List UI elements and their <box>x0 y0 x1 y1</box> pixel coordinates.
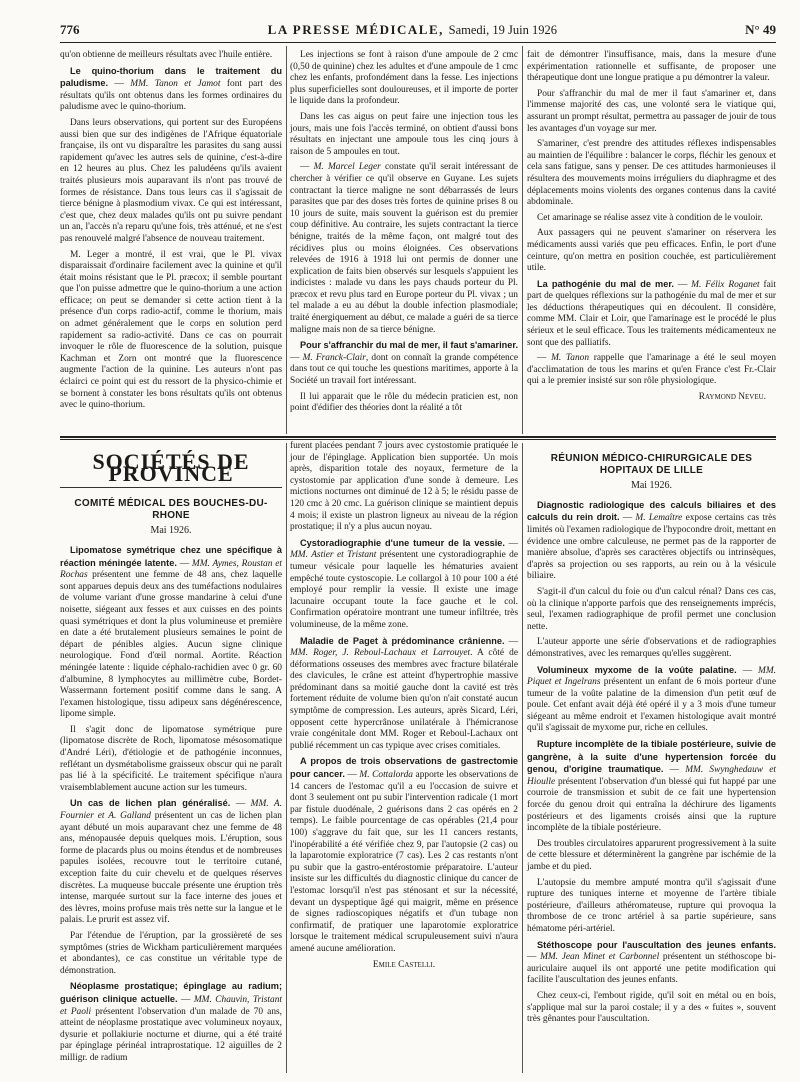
report-title: Pour s'affranchir du mal de mer, il faut s'amariner. <box>300 340 518 351</box>
body-paragraph <box>290 50 518 108</box>
column-rule <box>286 443 287 1073</box>
dash: — <box>300 162 314 173</box>
report-title: La pathogénie du mal de mer. <box>537 278 674 289</box>
paragraph-text: M. Leger a montré, il est vrai, que le Pl. vivax disparaissait d'ordinaire facilement avec la quinine et qu'il était moins résistant que le Pl. præcox; il semble pourtant que l'on puisse admettre que le quino-thorium a une action efficace; on peut se demander si cette action tient à la présence d'un corps radio-actif, comme le thorium, mais on admet généralement que le corps en solution perd rapidement sa radio-activité. Dans ce cas on pourrait invoquer le rôle de fluorescence de la solution, puisque Kachman et Zorn ont montré que la fluorescence augmente l'action de la quinine. Les auteurs n'ont pas éclairci ce point qui est du ressort de la physico-chimie et se bornent à constater les bons résultats qu'ils ont obtenus avec le quino-thorium. <box>60 249 282 411</box>
report-title: Lipomatose symétrique chez une spécifique à réaction méningée latente. <box>60 544 282 568</box>
session-date: Mai 1926. <box>150 525 192 537</box>
report-authors: MM. Piquet et Ingelrans <box>527 665 776 688</box>
report-title: Cystoradiographie d'une tumeur de la vessie. <box>300 537 505 548</box>
page-number: 776 <box>60 22 80 37</box>
journal-title-line <box>268 22 557 38</box>
paragraph-text: expose certains cas très limités où l'examen radiologique de l'hypocondre droit, mettant en évidence une ombre calculeuse, ne permet pas de la rapporter de manière absolue, d'après ses caractères objectifs ou intrinsèques, d'après sa projection ou ses rapports, au rein ou à la vésicule biliaire. <box>527 513 776 582</box>
body-paragraph <box>290 112 518 158</box>
report-authors: M. Franck-Clair <box>302 352 366 363</box>
paragraph-text: fait de démontrer l'insuffisance, mais, dans la mesure d'une expérimentation rationnelle et suffisante, de proposer une thérapeutique dont une longue pratique a pu démontrer la valeur. <box>527 50 776 84</box>
paragraph-text: S'amariner, c'est prendre des attitudes réflexes indispensables au maintien de l'équilibre : balancer le corps, fléchir les genoux et cela sans fatigue, sans y penser. De ces attitudes harmonieuses il résultera des mouvements moins irréguliers du diaphragme et des déplacements moins violents des organes contenus dans la cavité abdominale. <box>527 139 776 208</box>
report-title: Rupture incomplète de la tibiale postérieure, suivie de gangrène, à la suite d'une hypertension forcée du genou, d'origine traumatique. <box>527 739 776 775</box>
paragraph-text: Cet amarinage se réalise assez vite à condition de le vouloir. <box>537 212 763 223</box>
dash: — <box>176 558 192 569</box>
paragraph-text: S'agit-il d'un calcul du foie ou d'un calcul rénal? Dans ces cas, où la clinique n'apporte parfois que des renseignements imprécis, seul, l'examen radiographique de profil permet une conclusion nette. <box>527 586 776 632</box>
paragraph-text: L'auteur apporte une série d'observations et de radiographies démonstratives, avec les remarques qu'elles suggèrent. <box>527 637 776 659</box>
body-paragraph <box>527 839 776 874</box>
top-column-2 <box>290 50 518 419</box>
paragraph-text: font part des résultats qu'ils ont obtenus dans les formes ordinaires du paludisme avec le quino-thorium. <box>60 79 282 113</box>
body-paragraph <box>527 139 776 209</box>
report-paragraph <box>290 636 518 753</box>
paragraph-text: rappelle que l'amarinage a été le seul moyen d'acclimatation de tous les marins et qu'en France c'est Fr.-Clair qui a le premier insisté sur son rôle physiologique. <box>527 353 777 387</box>
body-paragraph <box>60 50 282 62</box>
report-authors: MM. Roger, J. Reboul-Lachaux et Larrouyet <box>290 648 471 659</box>
section-divider <box>60 436 776 438</box>
session-date: Mai 1926. <box>630 480 673 492</box>
report-authors: M. Marcel Leger <box>313 162 381 173</box>
report-authors: MM. Tanon et Jamot <box>130 79 221 90</box>
running-header <box>60 22 776 43</box>
body-paragraph <box>290 392 518 415</box>
body-paragraph <box>60 931 282 977</box>
paragraph-text: , dont on connaît la grande compétence dans tout ce qui touche les questions maritimes, apporte à la Société un travail fort intéressant. <box>290 352 518 387</box>
paragraph-text: présentent un stéthoscope bi-auriculaire auquel ils ont apporté une petite modification qui facilite l'auscultation des jeunes enfants. <box>527 952 776 986</box>
report-authors: MM. Swynghedauw et Hioulle <box>527 765 777 787</box>
dash: — <box>537 353 552 364</box>
journal-name: LA PRESSE MÉDICALE, <box>267 22 444 37</box>
paragraph-text: fait part de quelques réflexions sur la pathogénie du mal de mer et sur les déductions thérapeutiques qui en découlent. Il considère, comme MM. Clair et Loir, que l'amarinage est le procédé le plus sérieux et le seul efficace. Tous les traitements médicamenteux ne sont que des palliatifs. <box>527 279 777 348</box>
body-paragraph <box>527 213 776 225</box>
paragraph-text: présentent l'observation d'un blessé qui fut happé par une courroie de transmission et subit de ce fait une hypertension forcée du genou droit qui entraîna la déchirure des ligaments postérieurs et des ligaments croisés ainsi que la rupture incomplète de la tibiale postérieure. <box>527 776 776 834</box>
report-paragraph <box>290 538 518 632</box>
report-title: Néoplasme prostatique; épinglage au radium; guérison clinique actuelle. <box>60 981 282 1004</box>
column-rule <box>522 46 523 434</box>
paragraph-text: qu'on obtienne de meilleurs résultats avec l'huile entière. <box>60 50 273 60</box>
body-paragraph <box>527 637 776 660</box>
section-title: SOCIÉTÉS DE PROVINCE <box>60 456 282 488</box>
paragraph-text: présentent l'observation d'un malade de 70 ans, atteint de néoplasme prostatique avec volumineux noyaux, dysurie et pollakiurie nocturne et diurne, qui a été traité par épinglage périnéal intraprostatique. 12 aiguilles de 2 milligr. de radium <box>60 1006 282 1063</box>
report-authors: M. Tanon <box>551 353 590 364</box>
dash: — <box>527 952 541 963</box>
report-paragraph <box>290 756 518 955</box>
bottom-column-2-body <box>290 441 518 956</box>
dash: — <box>230 799 251 810</box>
report-title: Maladie de Paget à prédominance crânienne. <box>300 635 505 646</box>
dash: — <box>504 538 518 549</box>
body-paragraph <box>60 250 282 412</box>
body-paragraph <box>527 50 776 85</box>
body-paragraph <box>60 118 282 246</box>
paragraph-text: Dans les cas aigus on peut faire une injection tous les jours, mais une fois l'accès terminé, on obtient d'aussi bons résultats en injectant une ampoule tous les cinq jours à raison de 5 ampoules en tout. <box>290 111 518 157</box>
paragraph-text: apporte les observations de 14 cancers de l'estomac qu'il a eu l'occasion de suivre et dont 3 seulement ont pu subir l'intervention radicale (1 mort par fistule duodénale, 2 guérisons dans 2 cas opérés en 2 temps). Le faible pourcentage de cas opérables (21,4 pour 100) s'aggrave du fait que, sur les 11 cancers restants, l'inopérabilité a été vérifiée chez 9, par l'autopsie (2 cas) ou la laparotomie exploratrice (7 cas). Les 2 cas restants n'ont pu subir que la gastro-entérostomie préparatoire. L'auteur insiste sur les difficultés du diagnostic clinique du cancer de l'estomac lorsqu'il n'est pas sténosant et sur la nécessité, devant un dyspeptique âgé qui maigrit, même en présence de signes radioscopiques négatifs et d'un tubage non confirmatif, de pratiquer une laparotomie exploratrice lorsque le traitement médical scrupuleusement suivi n'aura amené aucune amélioration. <box>290 770 519 954</box>
dash: — <box>736 665 759 676</box>
report-paragraph <box>527 940 776 987</box>
report-authors: M. Lemaître <box>635 513 683 524</box>
report-paragraph <box>290 162 518 336</box>
report-authors: MM. A. Fournier et A. Galland <box>60 799 282 822</box>
signature: Raymond Neveu. <box>698 392 766 403</box>
report-authors: MM. Jean Minet et Carbonnel <box>540 952 660 963</box>
report-paragraph <box>60 545 282 721</box>
column-rule <box>522 443 523 1073</box>
report-title: Un cas de lichen plan généralisé. <box>70 798 231 809</box>
report-title: Diagnostic radiologique des calculs biliaires et des calculs du rein droit. <box>527 499 776 523</box>
issue-number: N° 49 <box>745 22 776 37</box>
body-paragraph <box>527 991 776 1026</box>
dash: — <box>663 765 686 776</box>
paragraph-text: Dans leurs observations, qui portent sur des Européens aussi bien que sur des indigènes de l'Afrique équatoriale française, ils ont vu disparaître les parasites du sang aussi rapidement qu'avec les autres sels de quinine, c'est-à-dire en 12 heures au plus. Chez les paludéens qu'ils avaient traités plusieurs mois auparavant ils n'ont pas trouvé de formes de résistance. Dans tous leurs cas il s'agissait de tierce bénigne à plasmodium vivax. Ce qui est intéressant, c'est que, chez deux malades qu'ils ont pu suivre pendant un an, l'accès n'a reparu qu'une fois, très atténué, et ne s'est pas renouvelé malgré l'absence de nouveau traitement. <box>60 117 282 244</box>
bottom-column-2 <box>290 441 518 971</box>
paragraph-text: Les injections se font à raison d'une ampoule de 2 cmc (0,50 de quinine) chez les adultes et d'une ampoule de 1 cmc chez les enfants, profondément dans la fesse. Les injections plus superficielles sont douloureuses, et il importe de porter le liquide dans la profondeur. <box>290 50 518 107</box>
report-paragraph <box>527 353 776 388</box>
report-authors: M. Félix Roganet <box>691 279 760 290</box>
society-name: RÉUNION MÉDICO-CHIRURGICALE DES HOPITAUX DE LILLE <box>550 453 753 476</box>
paragraph-text: furent placées pendant 7 jours avec cystostomie pratiquée le jour de l'épinglage. Application bien supportée. Un mois après, disparition totale des noyaux, fermeture de la cystostomie par application d'une sonde à demeure. Les mictions nocturnes ont diminué de 12 à 5; le résidu passe de 120 cmc à 20 cmc. La guérison clinique se maintient depuis 4 mois; il existe un plastron ligneux au niveau de la région prostatique; il n'y a plus aucun noyau. <box>290 441 518 533</box>
report-title: A propos de trois observations de gastrectomie pour cancer. <box>290 756 518 780</box>
paragraph-text: présentent une femme de 48 ans, chez laquelle sont apparues depuis deux ans des tuméfactions nodulaires de volume variant d'une grosse mandarine à celui d'une noisette, siégeant aux fesses et aux cuisses en des points quasi symétriques et dont la plus volumineuse et première en date a été brutalement plusieurs semaines le point de départ de pénibles algies. Aucun signe clinique neurologique. Fond d'œil normal. Aortite. Réaction méningée latente : liquide céphalo-rachidien avec 0 gr. 60 d'albumine, 8 lymphocytes au millimètre cube, Bordet-Wassermann fortement positif comme dans le sang. A l'examen histologique, tissu adipeux sans dégénérescence, lipome simple. <box>60 570 282 720</box>
body-paragraph <box>527 89 776 135</box>
dash: — <box>344 770 360 781</box>
report-paragraph <box>527 279 776 350</box>
body-paragraph <box>290 441 518 534</box>
report-paragraph <box>60 798 282 927</box>
report-title: Volumineux myxome de la voûte palatine. <box>537 664 737 675</box>
signature: Emile Castelli. <box>372 959 436 970</box>
dash: — <box>619 513 636 524</box>
body-paragraph <box>60 725 282 795</box>
paragraph-text: constate qu'il serait intéressant de chercher à vérifier ce qu'il observe en Guyane. Les sujets contractant la tierce maligne ne sont débarrassés de leurs parasites que par des doses très fortes de quinine prises 8 ou 10 jours de suite, mais souvent la guérison est du premier coup définitive. Au contraire, les sujets contractant la tierce bénigne, traités de la même façon, ont malgré tout des récidives plus ou moins éloignées. Ces observations relevées de 1916 à 1918 lui ont permis de donner une explication de faits bien observés sur lesquels s'appuient les indicistes : malade vu dans les pays chauds porteur du Pl. præcox et revu plus tard en Europe porteur du Pl. vivax ; un tel malade a eu au début la double infection plasmodiale; traité énergiquement au début, ce malade a guéri de sa tierce maligne mais non de sa tierce bénigne. <box>290 162 519 335</box>
report-paragraph <box>527 739 776 835</box>
paragraph-text: Par l'étendue de l'éruption, par la grossièreté de ses symptômes (stries de Wickham particulièrement marquées et abondantes), ce cas constitue un véritable type de démonstration. <box>60 930 282 976</box>
bottom-column-3-body <box>527 500 776 1026</box>
paragraph-text: présentent une cystoradiographie de tumeur vésicale pour laquelle les hématuries avaient empêché toute cystoscopie. Le collargol à 10 pour 100 a été employé pour remplir la vessie. Il existe une image lacunaire occupant toute la face gauche et le col. Confirmation opératoire montrant une tumeur infiltrée, très volumineuse, de la même zone. <box>290 550 518 630</box>
report-authors: MM. Astier et Tristant <box>290 550 377 561</box>
report-paragraph <box>290 340 518 387</box>
report-title: Le quino-thorium dans le traitement du paludisme. <box>60 65 282 89</box>
report-authors: MM. Aymes, Roustan et Rochas <box>60 558 282 581</box>
paragraph-text: Aux passagers qui ne peuvent s'amariner on réservera les médicaments aussi variés que peu efficaces. Enfin, le port d'une ceinture, qu'on mettra en position couchée, est particulièrement utile. <box>527 228 776 274</box>
bottom-column-1 <box>60 448 282 1069</box>
top-column-1 <box>60 50 282 416</box>
issue-date: Samedi, 19 Juin 1926 <box>448 23 557 37</box>
society-name: COMITÉ MÉDICAL DES BOUCHES-DU-RHONE <box>74 498 268 521</box>
body-paragraph <box>527 228 776 274</box>
report-authors: MM. Chauvin, Tristant et Paoli <box>60 994 283 1017</box>
report-title: Stéthoscope pour l'auscultation des jeunes enfants. <box>537 939 776 950</box>
report-paragraph <box>60 981 282 1064</box>
top-column-3-body <box>527 50 776 388</box>
dash: — <box>504 636 518 647</box>
body-paragraph <box>527 587 776 633</box>
paragraph-text: Il lui apparait que le rôle du médecin praticien est, non point d'édifier des théories dont la réalité a tôt <box>290 391 518 414</box>
bottom-column-1-body <box>60 545 282 1065</box>
paragraph-text: . A côté de déformations osseuses des membres avec fracture bilatérale des clavicules, le crâne est atteint d'hypertrophie massive prédominant dans sa moitié gauche dont la cavité est très fortement réduite de volume bien qu'on n'ait constaté aucun symptôme de compression. Les auteurs, après Sicard, Léri, opposent cette hypercrânose unilatérale à l'hémicranose vraie congénitale dont MM. Roger et Reboul-Lachaux ont publié récemment un cas typique avec crises comitiales. <box>290 648 518 751</box>
report-paragraph <box>527 500 776 583</box>
report-paragraph <box>60 66 282 114</box>
paragraph-text: Chez ceux-ci, l'embout rigide, qu'il soit en métal ou en bois, s'applique mal sur la paroi costale; il y a des « fuites », souvent très gênantes pour l'auscultation. <box>527 990 776 1025</box>
body-paragraph <box>527 878 776 936</box>
paragraph-text: présentent un enfant de 6 mois porteur d'une tumeur de la voûte palatine de la dimension d'un petit œuf de poule. Cet enfant avait déjà été opéré il y a 3 mois d'une tumeur siégeant au même endroit et l'examen histologique avait montré qu'il s'agissait de myxome pur, riche en cellules. <box>527 677 776 734</box>
dash: — <box>290 352 303 363</box>
bottom-column-3 <box>527 447 776 1030</box>
report-paragraph <box>527 665 776 736</box>
paragraph-text: L'autopsie du membre amputé montra qu'il s'agissait d'une rupture des tuniques interne et moyenne de l'artère tibiale postérieure, d'ailleurs athéromateuse, rupture qui provoqua la thrombose de ce tronc artériel à sa partie supérieure, sans hématome péri-artériel. <box>527 877 776 934</box>
paragraph-text: Pour s'affranchir du mal de mer il faut s'amariner et, dans l'immense majorité des cas, une volonté sera le viatique qui, assurant un prompt résultat, permettra au passager de jouir de tous les avantages d'un voyage sur mer. <box>527 88 776 134</box>
dash: — <box>673 279 692 290</box>
paragraph-text: Des troubles circulatoires apparurent progressivement à la suite de cette blessure et déterminèrent la gangrène par ischémie de la jambe et du pied. <box>527 838 776 872</box>
top-column-3 <box>527 50 776 404</box>
paragraph-text: présentent un cas de lichen plan ayant débuté un mois auparavant chez une femme de 48 ans, ménopausée depuis quelques mois. L'éruption, sous forme de placards plus ou moins étendus et de nombreuses papules isolées, recouvre tout le territoire cutané, exception faite du cuir chevelu et de quelques réserves discrètes. La muqueuse buccale présente une éruption très intense, marquée surtout sur la face interne des joues et des lèvres, moins profuse mais très nette sur la langue et le palais. Le prurit est assez vif. <box>60 811 282 926</box>
report-authors: M. Cottalorda <box>359 770 413 781</box>
section-divider-thin <box>60 439 776 440</box>
dash: — <box>108 79 131 90</box>
dash: — <box>177 994 194 1005</box>
paragraph-text: Il s'agit donc de lipomatose symétrique pure (lipomatose discrète de Roch, lipomatose mésosomatique d'André Léri), d'étiologie et de pathogénie inconnues, reflétant un dysmétabolisme graisseux obscur qui ne paraît pas lié à la spécificité. Le traitement spécifique n'aura vraisemblablement aucune action sur les tumeurs. <box>60 724 282 793</box>
column-rule <box>286 46 287 434</box>
